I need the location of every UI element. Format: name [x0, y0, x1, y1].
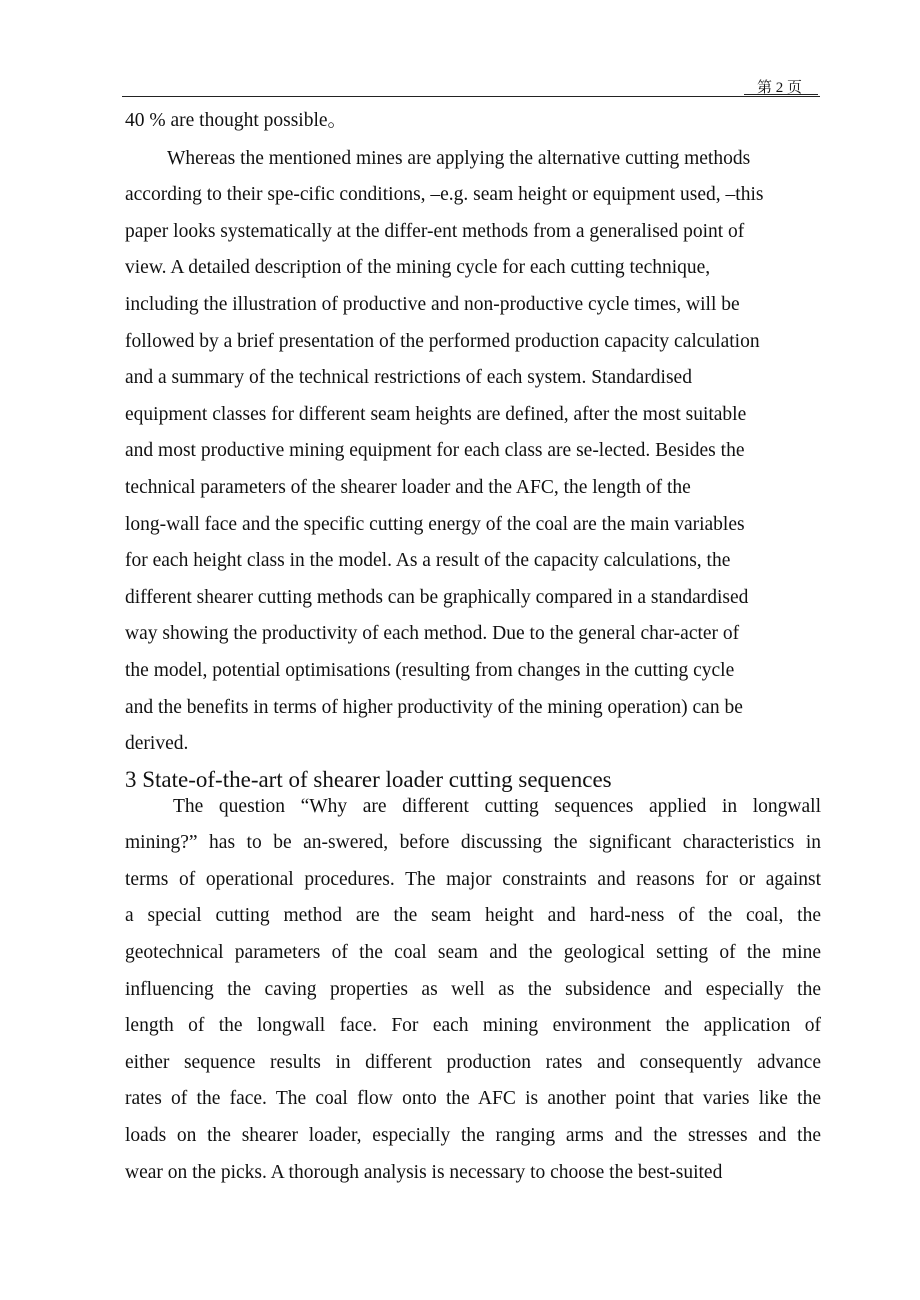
text-line: either sequence results in different production rates and consequently advance [125, 1051, 821, 1073]
text-line: technical parameters of the shearer loader and the AFC, the length of the [125, 476, 691, 498]
text-line: including the illustration of productive and non-productive cycle times, will be [125, 293, 740, 315]
text-line: way showing the productivity of each method. Due to the general char-acter of [125, 623, 740, 645]
document-body [125, 103, 821, 1191]
text-line: and a summary of the technical restrictions of each system. Standardised [125, 367, 692, 389]
page-number: 第 2 页 [756, 80, 802, 96]
text-line: wear on the picks. A thorough analysis is necessary to choose the best-suited [125, 1161, 723, 1183]
text-line: followed by a brief presentation of the performed production capacity calculation [125, 330, 760, 352]
page-number-underline [744, 94, 818, 95]
text-line: geotechnical parameters of the coal seam and the geological setting of the mine [125, 942, 821, 964]
text-line: for each height class in the model. As a result of the capacity calculations, the [125, 550, 731, 572]
text-line: rates of the face. The coal flow onto the AFC is another point that varies like the [125, 1088, 821, 1110]
continuation-text: 40 % are thought possible。 [125, 110, 348, 131]
text-line: mining?” has to be an-swered, before discussing the significant characteristics in [125, 832, 821, 854]
text-line: terms of operational procedures. The major constraints and reasons for or against [125, 868, 821, 890]
text-line: loads on the shearer loader, especially the ranging arms and the stresses and the [125, 1125, 821, 1147]
paragraph-2 [125, 789, 821, 1192]
text-line: and most productive mining equipment for each class are se-lected. Besides the [125, 440, 745, 462]
text-line: the model, potential optimisations (resulting from changes in the cutting cycle [125, 659, 735, 681]
text-line: long-wall face and the specific cutting energy of the coal are the main variables [125, 513, 745, 535]
text-line: according to their spe-cific conditions, –e.g. seam height or equipment used, –this [125, 184, 764, 206]
text-line: view. A detailed description of the mining cycle for each cutting technique, [125, 257, 711, 279]
text-line: a special cutting method are the seam height and hard-ness of the coal, the [125, 905, 821, 927]
paragraph-1 [125, 141, 821, 763]
header-rule [122, 96, 820, 97]
text-line: paper looks systematically at the differ-ent methods from a generalised point of [125, 220, 745, 242]
text-line: influencing the caving properties as well as the subsidence and especially the [125, 978, 821, 1000]
text-line: derived. [125, 733, 189, 755]
section-heading: 3 State-of-the-art of shearer loader cutting sequences [125, 766, 612, 792]
text-line: Whereas the mentioned mines are applying the alternative cutting methods [167, 147, 751, 169]
text-line: length of the longwall face. For each mining environment the application of [125, 1015, 821, 1037]
text-line: equipment classes for different seam heights are defined, after the most suitable [125, 403, 747, 425]
text-line: The question “Why are different cutting sequences applied in longwall [173, 795, 821, 817]
text-line: and the benefits in terms of higher productivity of the mining operation) can be [125, 696, 743, 718]
text-line: different shearer cutting methods can be graphically compared in a standardised [125, 586, 749, 608]
